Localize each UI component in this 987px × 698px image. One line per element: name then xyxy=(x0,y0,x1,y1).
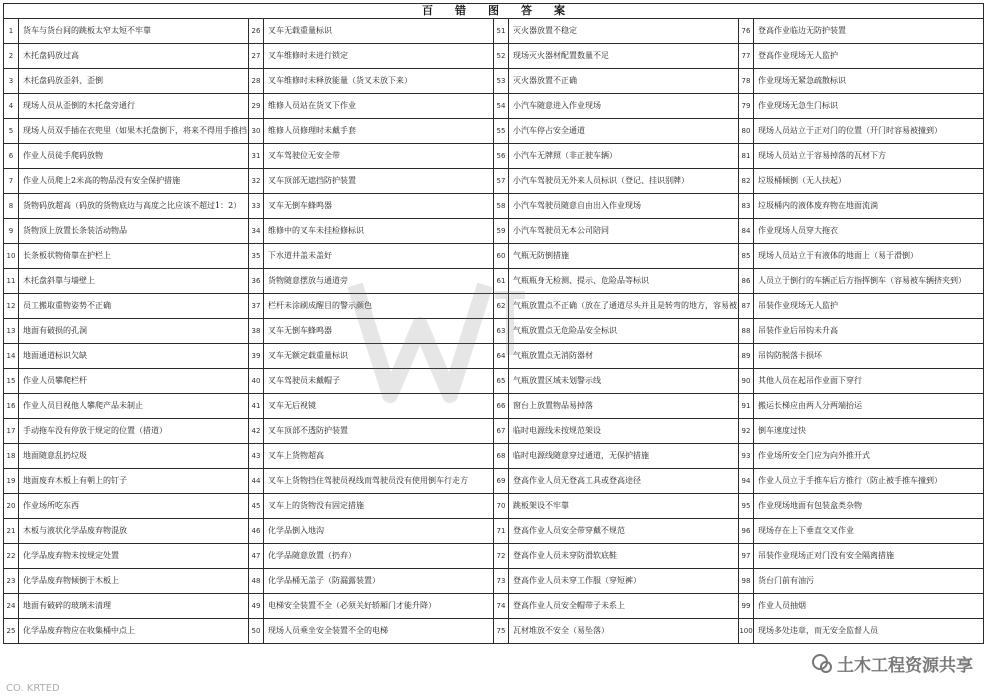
item-number: 33 xyxy=(249,194,264,219)
corner-watermark xyxy=(811,651,973,676)
item-number: 17 xyxy=(4,419,19,444)
item-number: 82 xyxy=(739,169,754,194)
item-text: 小汽车随意进入作业现场 xyxy=(509,94,739,119)
item-text: 登高作业人员安全带穿戴不规范 xyxy=(509,519,739,544)
item-number: 93 xyxy=(739,444,754,469)
item-text: 叉车维修时未释放能量（货叉未放下来） xyxy=(264,69,494,94)
item-number: 43 xyxy=(249,444,264,469)
item-number: 24 xyxy=(4,594,19,619)
item-number: 57 xyxy=(494,169,509,194)
item-text: 地面有破碎的玻璃未清理 xyxy=(19,594,249,619)
item-number: 96 xyxy=(739,519,754,544)
item-number: 79 xyxy=(739,94,754,119)
item-number: 88 xyxy=(739,319,754,344)
item-text: 吊装作业后吊钩未升高 xyxy=(754,319,984,344)
table-row xyxy=(4,569,984,594)
item-number: 9 xyxy=(4,219,19,244)
item-text: 吊装作业现场正对门没有安全隔离措施 xyxy=(754,544,984,569)
table-row xyxy=(4,194,984,219)
item-number: 37 xyxy=(249,294,264,319)
item-number: 22 xyxy=(4,544,19,569)
item-number: 38 xyxy=(249,319,264,344)
item-number: 94 xyxy=(739,469,754,494)
item-number: 81 xyxy=(739,144,754,169)
item-number: 68 xyxy=(494,444,509,469)
table-row xyxy=(4,169,984,194)
item-text: 维修中的叉车未挂检修标识 xyxy=(264,219,494,244)
item-number: 26 xyxy=(249,19,264,44)
corner-watermark-text: 土木工程资源共享 xyxy=(837,656,973,676)
item-text: 现场灭火器材配置数量不足 xyxy=(509,44,739,69)
item-number: 77 xyxy=(739,44,754,69)
item-text: 化学品废弃物未按规定处置 xyxy=(19,544,249,569)
table-row xyxy=(4,69,984,94)
item-number: 63 xyxy=(494,319,509,344)
item-text: 木托盘码放歪斜、歪倒 xyxy=(19,69,249,94)
table-row xyxy=(4,219,984,244)
table-row xyxy=(4,619,984,644)
item-number: 69 xyxy=(494,469,509,494)
item-text: 下水道井盖未盖好 xyxy=(264,244,494,269)
item-text: 登高作业人员未穿防滑软底鞋 xyxy=(509,544,739,569)
item-text: 登高作业人员安全帽带子未系上 xyxy=(509,594,739,619)
item-text: 地面通道标识欠缺 xyxy=(19,344,249,369)
item-number: 84 xyxy=(739,219,754,244)
item-number: 65 xyxy=(494,369,509,394)
table-row xyxy=(4,119,984,144)
item-text: 窗台上放置物品易掉落 xyxy=(509,394,739,419)
item-text: 现场人员从歪倒的木托盘旁通行 xyxy=(19,94,249,119)
item-text: 化学品废弃物应在收集桶中点上 xyxy=(19,619,249,644)
item-number: 64 xyxy=(494,344,509,369)
item-number: 70 xyxy=(494,494,509,519)
item-number: 20 xyxy=(4,494,19,519)
answer-sheet xyxy=(3,3,983,696)
item-number: 30 xyxy=(249,119,264,144)
item-number: 28 xyxy=(249,69,264,94)
table-row xyxy=(4,294,984,319)
item-text: 吊钩防脱落卡损坏 xyxy=(754,344,984,369)
title-row xyxy=(4,4,984,19)
item-number: 51 xyxy=(494,19,509,44)
item-text: 木托盘码放过高 xyxy=(19,44,249,69)
item-text: 货物随意摆放与通道旁 xyxy=(264,269,494,294)
item-text: 垃圾桶内的液体废弃物在地面流淌 xyxy=(754,194,984,219)
table-row xyxy=(4,344,984,369)
item-number: 1 xyxy=(4,19,19,44)
item-number: 100 xyxy=(739,619,754,644)
item-text: 电梯安全装置不全（必须关好轿厢门才能升降） xyxy=(264,594,494,619)
item-text: 小汽车无牌照（非正驶车辆） xyxy=(509,144,739,169)
item-number: 72 xyxy=(494,544,509,569)
item-number: 54 xyxy=(494,94,509,119)
item-number: 11 xyxy=(4,269,19,294)
item-text: 叉车无倒车蜂鸣器 xyxy=(264,194,494,219)
item-number: 31 xyxy=(249,144,264,169)
item-text: 叉车顶部无遮挡防护装置 xyxy=(264,169,494,194)
item-number: 90 xyxy=(739,369,754,394)
item-text: 垃圾桶倾倒（无人扶起） xyxy=(754,169,984,194)
item-text: 地面随意乱扔垃圾 xyxy=(19,444,249,469)
item-text: 灭火器放置不正确 xyxy=(509,69,739,94)
page-title: 百错图答案 xyxy=(4,4,984,19)
item-text: 气瓶无防倒措施 xyxy=(509,244,739,269)
item-text: 作业人员目视他人攀爬产品未制止 xyxy=(19,394,249,419)
item-number: 16 xyxy=(4,394,19,419)
item-text: 化学品废弃物倾倒于木板上 xyxy=(19,569,249,594)
item-number: 52 xyxy=(494,44,509,69)
item-text: 吊装作业现场无人监护 xyxy=(754,294,984,319)
item-number: 45 xyxy=(249,494,264,519)
item-number: 29 xyxy=(249,94,264,119)
item-text: 登高作业临边无防护装置 xyxy=(754,19,984,44)
item-number: 74 xyxy=(494,594,509,619)
item-text: 叉车上货物超高 xyxy=(264,444,494,469)
item-text: 现场人员站立于有液体的地面上（易于滑倒） xyxy=(754,244,984,269)
item-number: 75 xyxy=(494,619,509,644)
item-number: 71 xyxy=(494,519,509,544)
item-number: 86 xyxy=(739,269,754,294)
table-row xyxy=(4,544,984,569)
item-text: 长条板状物倚靠在护栏上 xyxy=(19,244,249,269)
item-text: 作业现场人员穿大拖衣 xyxy=(754,219,984,244)
item-text: 现场人员乘坐安全装置不全的电梯 xyxy=(264,619,494,644)
item-number: 95 xyxy=(739,494,754,519)
item-number: 35 xyxy=(249,244,264,269)
item-text: 员工搬取重物姿势不正确 xyxy=(19,294,249,319)
wechat-icon xyxy=(811,653,833,675)
item-text: 叉车顶部不透防护装置 xyxy=(264,419,494,444)
item-number: 59 xyxy=(494,219,509,244)
table-row xyxy=(4,44,984,69)
item-number: 47 xyxy=(249,544,264,569)
item-number: 3 xyxy=(4,69,19,94)
item-text: 倒车速度过快 xyxy=(754,419,984,444)
item-text: 货车与货台间的跳板太窄太短不牢靠 xyxy=(19,19,249,44)
item-number: 36 xyxy=(249,269,264,294)
item-text: 作业人员抽烟 xyxy=(754,594,984,619)
item-text: 现场人员站立于容易掉落的瓦材下方 xyxy=(754,144,984,169)
item-text: 木托盘斜靠与墙壁上 xyxy=(19,269,249,294)
table-row xyxy=(4,519,984,544)
item-number: 32 xyxy=(249,169,264,194)
item-number: 49 xyxy=(249,594,264,619)
item-text: 登高作业人员未穿工作服（穿短裤） xyxy=(509,569,739,594)
item-text: 人员立于倒行的车辆正后方指挥倒车（容易被车辆挤夹到） xyxy=(754,269,984,294)
item-number: 44 xyxy=(249,469,264,494)
item-text: 作业人员爬上2米高的物品没有安全保护措施 xyxy=(19,169,249,194)
item-number: 10 xyxy=(4,244,19,269)
item-text: 维修人员站在货叉下作业 xyxy=(264,94,494,119)
item-text: 叉车上的货物没有固定措施 xyxy=(264,494,494,519)
item-text: 货台门前有油污 xyxy=(754,569,984,594)
item-text: 作业场所吃东西 xyxy=(19,494,249,519)
item-number: 8 xyxy=(4,194,19,219)
table-row xyxy=(4,394,984,419)
item-text: 其他人员在起吊作业面下穿行 xyxy=(754,369,984,394)
item-text: 现场存在上下垂直交叉作业 xyxy=(754,519,984,544)
item-text: 气瓶放置点无危险品安全标识 xyxy=(509,319,739,344)
item-number: 39 xyxy=(249,344,264,369)
item-text: 货物码放超高（码放的货物底边与高度之比应该不超过1：2） xyxy=(19,194,249,219)
item-number: 34 xyxy=(249,219,264,244)
item-number: 98 xyxy=(739,569,754,594)
item-number: 97 xyxy=(739,544,754,569)
item-text: 瓦材堆放不安全（易坠落） xyxy=(509,619,739,644)
item-number: 53 xyxy=(494,69,509,94)
item-number: 23 xyxy=(4,569,19,594)
item-text: 叉车无额定载重量标识 xyxy=(264,344,494,369)
item-number: 50 xyxy=(249,619,264,644)
item-number: 6 xyxy=(4,144,19,169)
item-text: 化学品倒入地沟 xyxy=(264,519,494,544)
item-number: 89 xyxy=(739,344,754,369)
table-row xyxy=(4,144,984,169)
item-text: 手动拖车没有停放于规定的位置（措道） xyxy=(19,419,249,444)
item-text: 现场人员双手插在衣兜里（如果木托盘倒下，将来不得用手推挡 xyxy=(19,119,249,144)
table-row xyxy=(4,594,984,619)
item-number: 14 xyxy=(4,344,19,369)
item-text: 气瓶放置点无消防器材 xyxy=(509,344,739,369)
item-text: 叉车上货物挡住驾驶员视线而驾驶员没有使用倒车行走方 xyxy=(264,469,494,494)
item-text: 叉车驾驶位无安全带 xyxy=(264,144,494,169)
item-number: 2 xyxy=(4,44,19,69)
item-number: 55 xyxy=(494,119,509,144)
item-text: 叉车无后视镜 xyxy=(264,394,494,419)
answer-table xyxy=(3,3,984,644)
table-row xyxy=(4,19,984,44)
item-number: 87 xyxy=(739,294,754,319)
table-row xyxy=(4,494,984,519)
item-text: 气瓶放置点不正确（放在了通道尽头并且是转弯的地方，容易被 xyxy=(509,294,739,319)
item-text: 现场人员站立于正对门的位置（开门时容易被撞到） xyxy=(754,119,984,144)
item-number: 12 xyxy=(4,294,19,319)
item-number: 78 xyxy=(739,69,754,94)
item-text: 叉车无载重量标识 xyxy=(264,19,494,44)
item-number: 73 xyxy=(494,569,509,594)
item-text: 作业人员攀爬栏杆 xyxy=(19,369,249,394)
item-text: 叉车无倒车蜂鸣器 xyxy=(264,319,494,344)
item-text: 作业现场无紧急疏散标识 xyxy=(754,69,984,94)
item-text: 木板与液状化学品废弃物混放 xyxy=(19,519,249,544)
item-number: 58 xyxy=(494,194,509,219)
item-text: 地面有破损的孔洞 xyxy=(19,319,249,344)
item-text: 作业现场地面有包装盒类杂物 xyxy=(754,494,984,519)
item-text: 现场多处违章，而无安全监督人员 xyxy=(754,619,984,644)
table-row xyxy=(4,244,984,269)
item-number: 19 xyxy=(4,469,19,494)
item-text: 化学品桶无盖子（防漏露装置） xyxy=(264,569,494,594)
item-number: 62 xyxy=(494,294,509,319)
item-number: 40 xyxy=(249,369,264,394)
item-number: 46 xyxy=(249,519,264,544)
table-row xyxy=(4,369,984,394)
table-row xyxy=(4,319,984,344)
item-number: 48 xyxy=(249,569,264,594)
item-number: 67 xyxy=(494,419,509,444)
item-number: 61 xyxy=(494,269,509,294)
item-number: 27 xyxy=(249,44,264,69)
item-text: 搬运长梯应由两人分两端抬运 xyxy=(754,394,984,419)
item-text: 登高作业人员无登高工具或登高途径 xyxy=(509,469,739,494)
item-number: 60 xyxy=(494,244,509,269)
table-row xyxy=(4,269,984,294)
item-number: 41 xyxy=(249,394,264,419)
table-row xyxy=(4,94,984,119)
item-number: 42 xyxy=(249,419,264,444)
table-row xyxy=(4,444,984,469)
item-number: 25 xyxy=(4,619,19,644)
item-number: 18 xyxy=(4,444,19,469)
item-text: 维修人员修理时未戴手套 xyxy=(264,119,494,144)
item-number: 80 xyxy=(739,119,754,144)
item-number: 66 xyxy=(494,394,509,419)
item-text: 登高作业现场无人监护 xyxy=(754,44,984,69)
corner-left-watermark: CO. KRTED xyxy=(6,683,60,694)
item-number: 56 xyxy=(494,144,509,169)
item-text: 小汽车驾驶员无本公司陪同 xyxy=(509,219,739,244)
item-text: 小汽车驾驶员随意自由出入作业现场 xyxy=(509,194,739,219)
item-number: 7 xyxy=(4,169,19,194)
item-text: 货物顶上放置长条装活动物品 xyxy=(19,219,249,244)
item-number: 4 xyxy=(4,94,19,119)
item-text: 小汽车停占安全通道 xyxy=(509,119,739,144)
item-text: 小汽车驾驶员无外来人员标识（登记、挂识别牌） xyxy=(509,169,739,194)
item-text: 化学品随意放置（扔弃） xyxy=(264,544,494,569)
item-text: 作业人员立于手推车后方推行（防止被手推车撞到） xyxy=(754,469,984,494)
item-number: 15 xyxy=(4,369,19,394)
item-number: 99 xyxy=(739,594,754,619)
item-text: 作业人员徒手爬码放物 xyxy=(19,144,249,169)
item-text: 跳板架设不牢靠 xyxy=(509,494,739,519)
item-text: 气瓶瓶身无检测、提示、危险品等标识 xyxy=(509,269,739,294)
item-number: 13 xyxy=(4,319,19,344)
item-number: 76 xyxy=(739,19,754,44)
item-text: 作业现场无急生门标识 xyxy=(754,94,984,119)
table-row xyxy=(4,419,984,444)
item-number: 85 xyxy=(739,244,754,269)
item-text: 叉车驾驶员未戴帽子 xyxy=(264,369,494,394)
item-text: 气瓶放置区域未划警示线 xyxy=(509,369,739,394)
item-number: 91 xyxy=(739,394,754,419)
item-text: 临时电源线未按规范架设 xyxy=(509,419,739,444)
item-text: 作业场所安全门应为向外推开式 xyxy=(754,444,984,469)
item-text: 叉车维修时未进行锁定 xyxy=(264,44,494,69)
item-text: 临时电源线随意穿过通道，无保护措施 xyxy=(509,444,739,469)
item-number: 21 xyxy=(4,519,19,544)
item-number: 5 xyxy=(4,119,19,144)
item-text: 灭火器放置不稳定 xyxy=(509,19,739,44)
table-row xyxy=(4,469,984,494)
item-number: 92 xyxy=(739,419,754,444)
item-text: 地面废弃木板上有朝上的钉子 xyxy=(19,469,249,494)
item-number: 83 xyxy=(739,194,754,219)
item-text: 栏杆未涂刷成醒目的警示颜色 xyxy=(264,294,494,319)
